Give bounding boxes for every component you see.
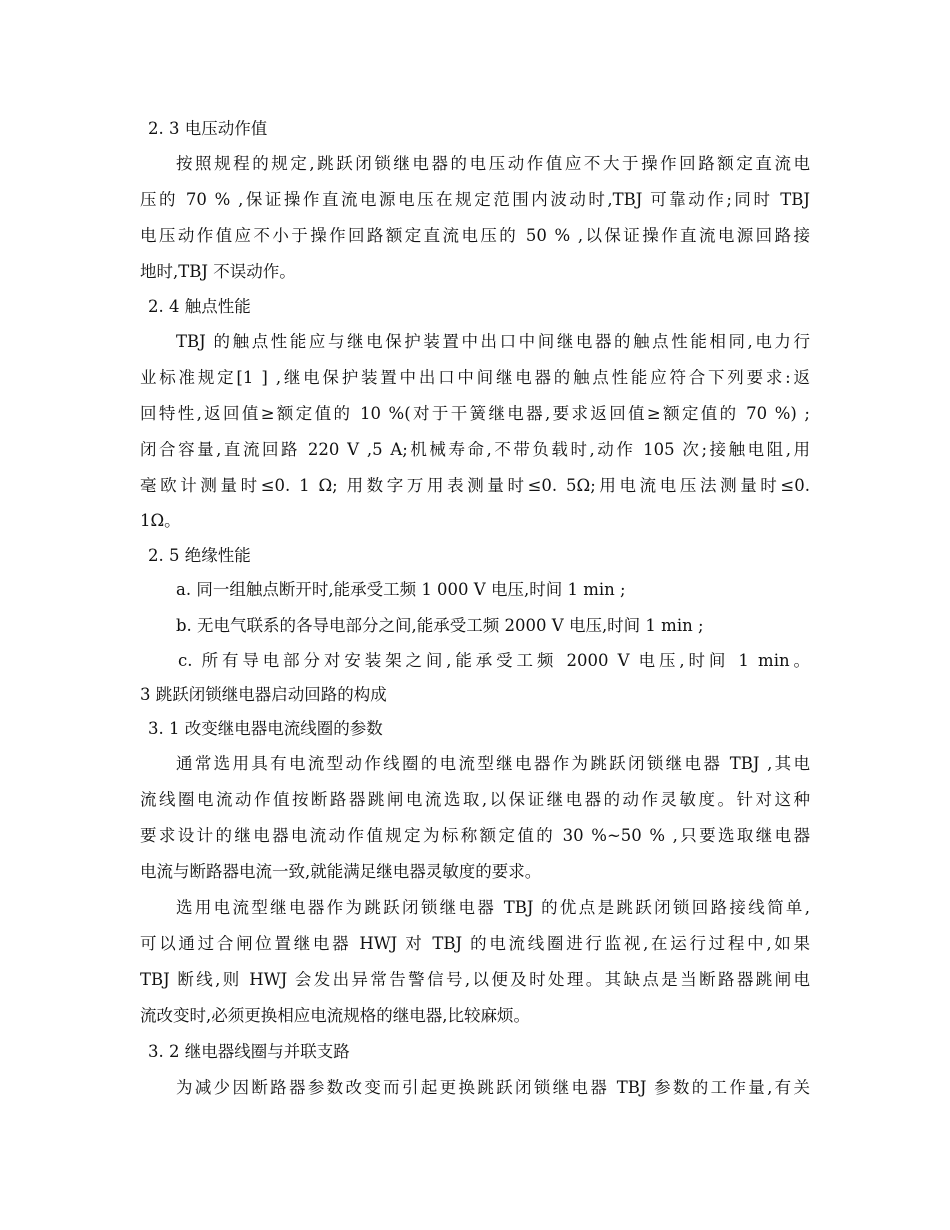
paragraph-line: 业标准规定[1 ] ,继电保护装置中出口中间继电器的触点性能应符合下列要求:返 [140, 368, 810, 387]
paragraph-line: 为减少因断路器参数改变而引起更换跳跃闭锁继电器 TBJ 参数的工作量,有关 [176, 1078, 810, 1097]
section-heading-3-1: 3. 1 改变继电器电流线圈的参数 [148, 719, 383, 738]
paragraph-line: 流改变时,必须更换相应电流规格的继电器,比较麻烦。 [140, 1006, 530, 1025]
section-heading-3-2: 3. 2 继电器线圈与并联支路 [148, 1042, 350, 1061]
paragraph-line: TBJ 的触点性能应与继电保护装置中出口中间继电器的触点性能相同,电力行 [176, 332, 810, 351]
paragraph-line: 通常选用具有电流型动作线圈的电流型继电器作为跳跃闭锁继电器 TBJ ,其电 [176, 754, 810, 773]
paragraph-line: 按照规程的规定,跳跃闭锁继电器的电压动作值应不大于操作回路额定直流电 [176, 154, 810, 173]
paragraph-line: 电流与断路器电流一致,就能满足继电器灵敏度的要求。 [140, 862, 542, 881]
section-heading-2-3: 2. 3 电压动作值 [148, 119, 268, 138]
list-item: a. 同一组触点断开时,能承受工频 1 000 V 电压,时间 1 min ; [176, 580, 626, 599]
paragraph-line: 流线圈电流动作值按断路器跳闸电流选取,以保证继电器的动作灵敏度。针对这种 [140, 790, 810, 809]
paragraph-line: 闭合容量,直流回路 220 V ,5 A;机械寿命,不带负载时,动作 105 次;接触电阻,用 [140, 440, 810, 459]
list-item: c. 所有导电部分对安装架之间,能承受工频 2000 V 电压,时间 1 min。 [178, 651, 810, 670]
paragraph-line: TBJ 断线,则 HWJ 会发出异常告警信号,以便及时处理。其缺点是当断路器跳闸电 [140, 970, 810, 989]
section-heading-2-5: 2. 5 绝缘性能 [148, 546, 251, 565]
paragraph-line: 要求设计的继电器电流动作值规定为标称额定值的 30 %~50 % ,只要选取继电器 [140, 826, 810, 845]
section-heading-3: 3 跳跃闭锁继电器启动回路的构成 [140, 685, 387, 704]
paragraph-line: 电压动作值应不小于操作回路额定直流电压的 50 % ,以保证操作直流电源回路接 [140, 226, 810, 245]
section-heading-2-4: 2. 4 触点性能 [148, 297, 251, 316]
paragraph-line: 压的 70 % ,保证操作直流电源电压在规定范围内波动时,TBJ 可靠动作;同时 TBJ [140, 190, 810, 209]
paragraph-line: 地时,TBJ 不误动作。 [140, 262, 296, 281]
paragraph-line: 毫欧计测量时≤0. 1 Ω; 用数字万用表测量时≤0. 5Ω;用电流电压法测量时≤0. [140, 476, 810, 495]
list-item: b. 无电气联系的各导电部分之间,能承受工频 2000 V 电压,时间 1 min ; [176, 616, 704, 635]
paragraph-line: 回特性,返回值≥额定值的 10 %(对于干簧继电器,要求返回值≥额定值的 70 %) ; [140, 404, 810, 423]
paragraph-line: 可以通过合闸位置继电器 HWJ 对 TBJ 的电流线圈进行监视,在运行过程中,如果 [140, 934, 810, 953]
paragraph-line: 1Ω。 [140, 511, 181, 530]
paragraph-line: 选用电流型继电器作为跳跃闭锁继电器 TBJ 的优点是跳跃闭锁回路接线简单, [176, 898, 810, 917]
